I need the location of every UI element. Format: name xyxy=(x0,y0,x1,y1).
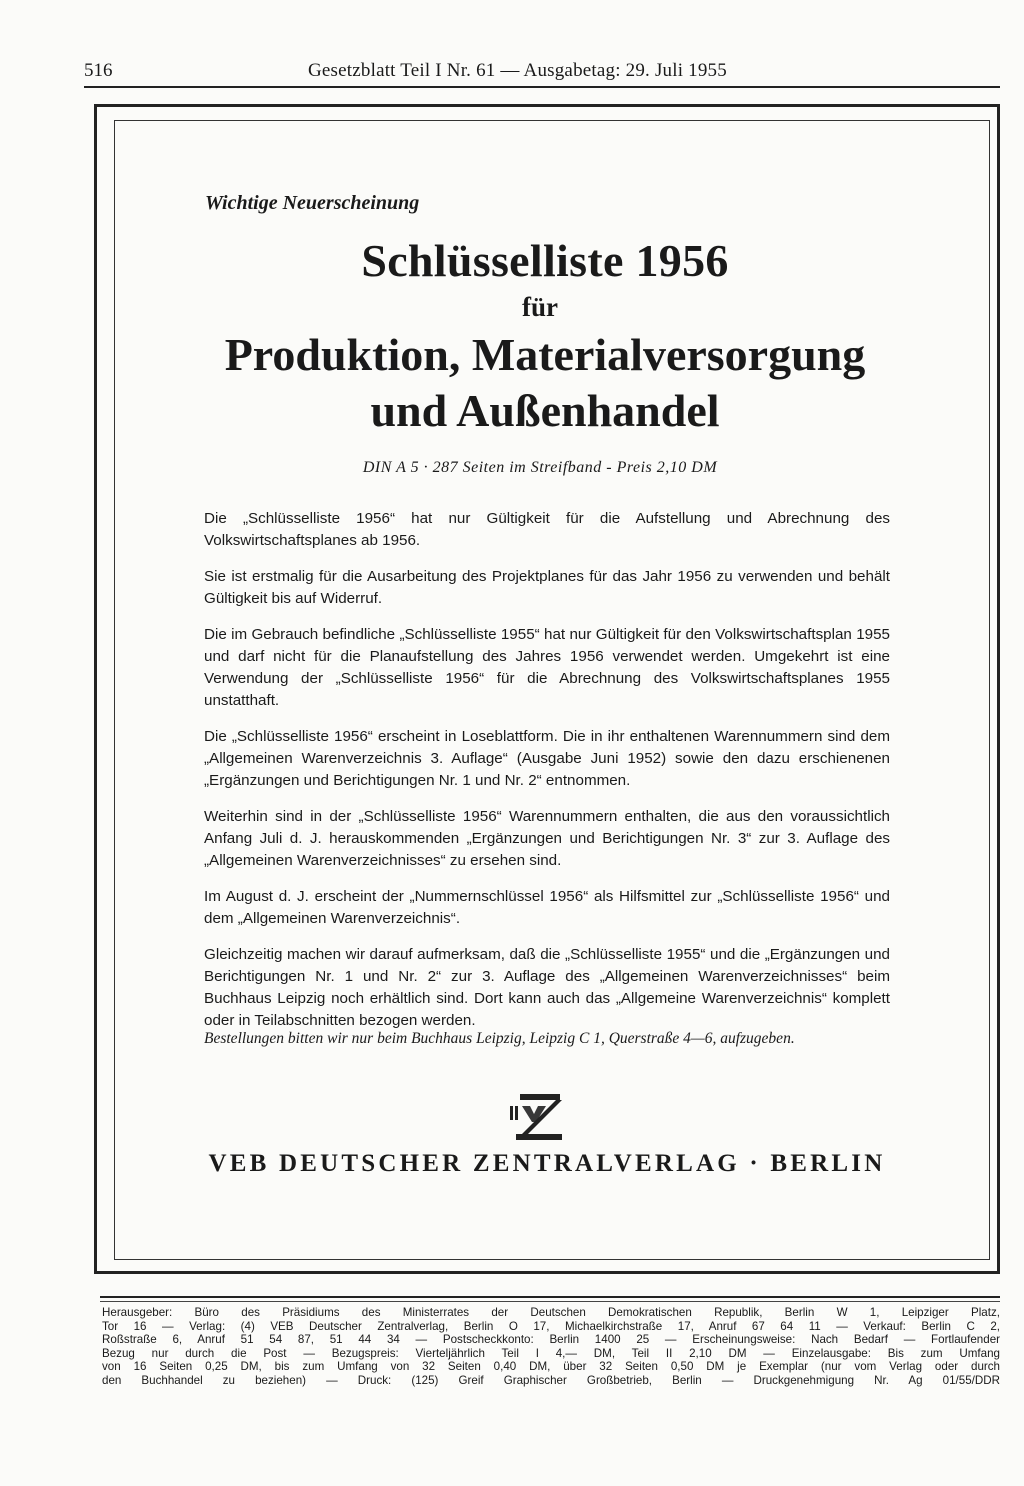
ad-paragraph: Sie ist erstmalig für die Ausarbeitung des Projektplanes für das Jahr 1956 zu verwenden und behält Gültigkeit bis auf Widerruf. xyxy=(204,568,890,607)
footer-rule-thin xyxy=(100,1301,1000,1302)
ad-paragraph: Die „Schlüsselliste 1956“ erscheint in Loseblattform. Die in ihr enthaltenen Warennummern sind dem „Allgemeinen Warenverzeichnis 3. Auflage“ (Ausgabe Juni 1952) sowie den dazu erschienenen „Ergänzungen und Berichtigungen Nr. 1 und Nr. 2“ entnommen. xyxy=(204,728,890,789)
ad-kicker: Wichtige Neuerscheinung xyxy=(205,192,420,214)
header-rule xyxy=(84,86,1000,88)
ad-title-line-4: und Außenhandel xyxy=(370,385,720,436)
ad-specs: DIN A 5 · 287 Seiten im Streifband - Preis 2,10 DM xyxy=(362,459,718,476)
imprint-line: Roßstraße 6, Anruf 51 54 87, 51 44 34 — Postscheckkonto: Berlin 1400 25 — Erscheinungsweise: Nach Bedarf — Fortlaufender xyxy=(102,1333,1000,1347)
ad-paragraph: Im August d. J. erscheint der „Nummernschlüssel 1956“ als Hilfsmittel zur „Schlüsselliste 1956“ und dem „Allgemeinen Warenverzeichnis“. xyxy=(204,888,890,927)
imprint-line: von 16 Seiten 0,25 DM, bis zum Umfang von 32 Seiten 0,40 DM, über 32 Seiten 0,50 DM je Exemplar (nur vom Verlag oder durch xyxy=(102,1360,1000,1374)
publisher-logo-icon xyxy=(506,1092,570,1142)
imprint xyxy=(102,1306,1000,1388)
imprint-line: Tor 16 — Verlag: (4) VEB Deutscher Zentralverlag, Berlin O 17, Michaelkirchstraße 17, Anruf 67 64 11 — Verkauf: Berlin C 2, xyxy=(102,1319,1000,1333)
imprint-line: den Buchhandel zu beziehen) — Druck: (125) Greif Graphischer Großbetrieb, Berlin — Druckgenehmigung Nr. Ag 01/55/DDR xyxy=(102,1373,1000,1387)
ad-paragraph: Die im Gebrauch befindliche „Schlüsselliste 1955“ hat nur Gültigkeit für den Volkswirtschaftsplan 1955 und darf nicht für die Planaufstellung des Jahres 1956 verwendet werden. Umgekehrt ist eine Verwendung der „Schlüsselliste 1956“ für die Abrechnung des Volkswirtschaftsplanes 1955 unstatthaft. xyxy=(204,626,890,709)
imprint-line: Bezug nur durch die Post — Bezugspreis: Vierteljährlich Teil I 4,— DM, Teil II 2,10 DM — Einzelausgabe: Bis zum Umfang xyxy=(102,1346,1000,1360)
ad-body xyxy=(204,508,890,1046)
ad-order-note: Bestellungen bitten wir nur beim Buchhaus Leipzig, Leipzig C 1, Querstraße 4—6, aufzugeben. xyxy=(204,1030,795,1047)
ad-title-line-2: für xyxy=(522,292,558,322)
ad-paragraph: Gleichzeitig machen wir darauf aufmerksam, daß die „Schlüsselliste 1955“ und die „Ergänzungen und Berichtigungen Nr. 1 und Nr. 2“ zur 3. Auflage des „Allgemeinen Warenverzeichnisses“ beim Buchhaus Leipzig noch erhältlich sind. Dort kann auch das „Allgemeine Warenverzeichnis“ komplett oder in Teilabschnitten bezogen werden. xyxy=(204,946,890,1029)
ad-paragraph: Weiterhin sind in der „Schlüsselliste 1956“ Warennummern enthalten, die aus den voraussichtlich Anfang Juli d. J. herauskommenden „Ergänzungen und Berichtigungen Nr. 3“ zur 3. Auflage des „Allgemeinen Warenverzeichnisses“ zu ersehen sind. xyxy=(204,808,890,869)
ad-title-line-3: Produktion, Materialversorgung xyxy=(224,329,866,380)
footer-rule xyxy=(100,1296,1000,1298)
page-number: 516 xyxy=(84,60,113,81)
ad-title-line-1: Schlüsselliste 1956 xyxy=(361,235,729,286)
publisher-name: VEB DEUTSCHER ZENTRALVERLAG · BERLIN xyxy=(208,1150,886,1177)
ad-paragraph: Die „Schlüsselliste 1956“ hat nur Gültigkeit für die Aufstellung und Abrechnung des Volkswirtschaftsplanes ab 1956. xyxy=(204,510,890,549)
running-head: Gesetzblatt Teil I Nr. 61 — Ausgabetag: 29. Juli 1955 xyxy=(308,60,727,81)
imprint-line: Herausgeber: Büro des Präsidiums des Ministerrates der Deutschen Demokratischen Republik, Berlin W 1, Leipziger Platz, xyxy=(102,1306,1000,1319)
